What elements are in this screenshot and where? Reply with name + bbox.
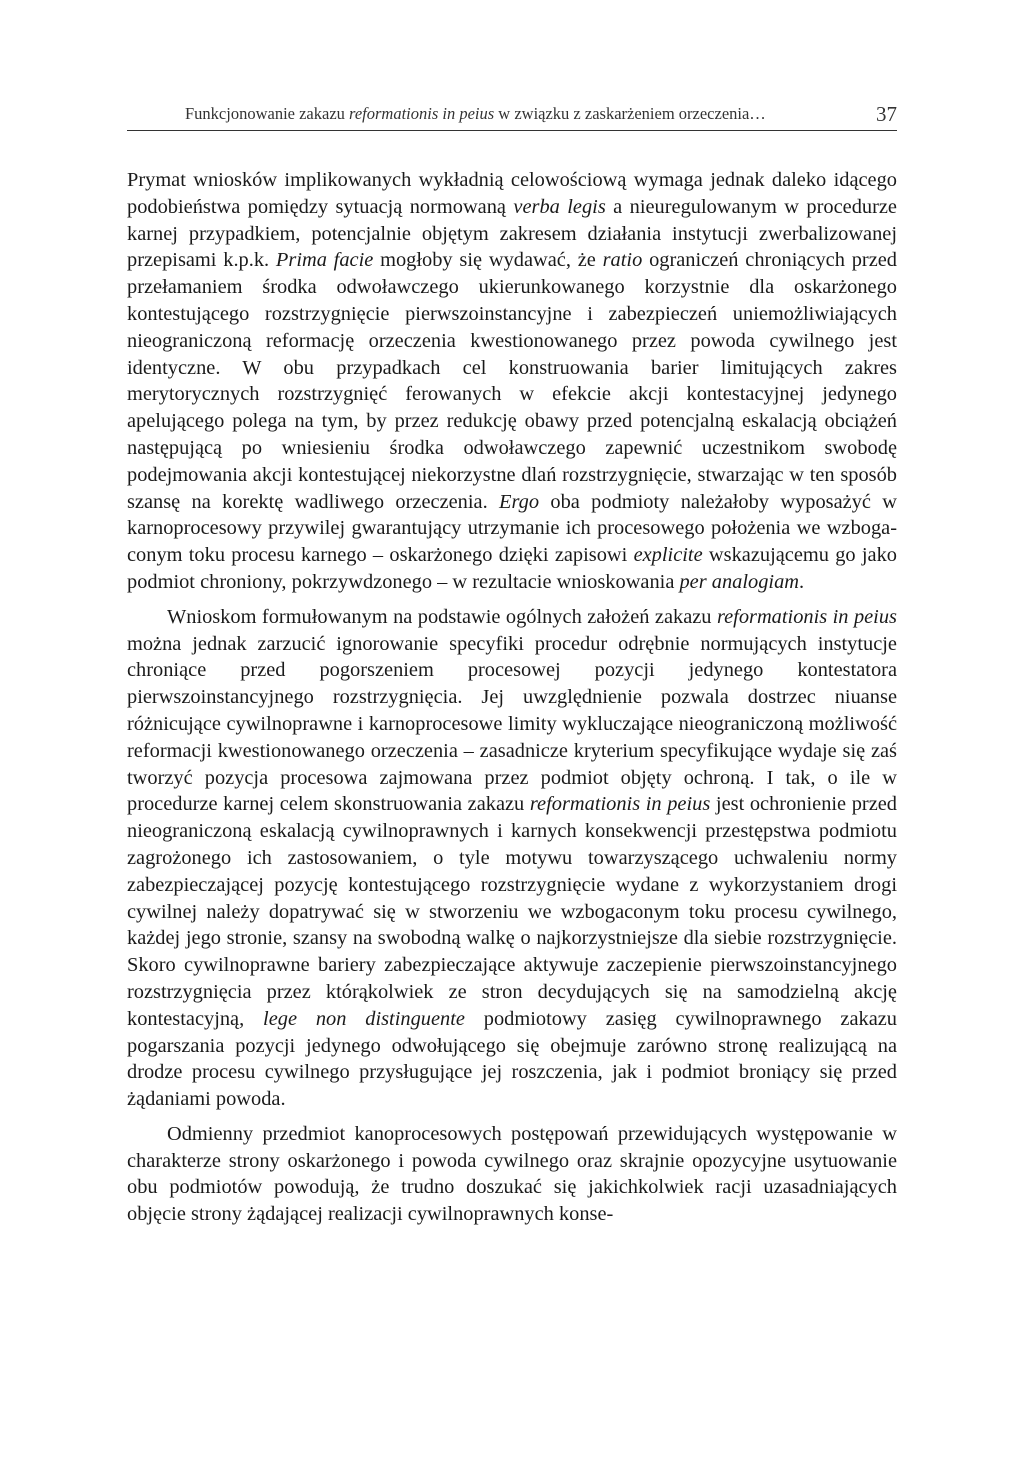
italic-phrase: Prima facie — [275, 249, 374, 272]
text-run: a nieuregulowanym w procedurze karnej przypadkiem, potencjalnie objętym zakresem działania instytucji zwerbalizowanej przepisami k.p.k. — [127, 195, 897, 272]
italic-phrase: reformationis in peius — [716, 605, 897, 628]
running-head — [127, 98, 897, 131]
text-run: można jednak zarzucić ignorowanie specyfiki procedur odrębnie normujących instytucje chroniące przed pogorszeniem procesowej pozycji jedynego kontestatora pierwszoinstancyjnego rozstrzygnięcia. Jej uwzględnienie pozwala dostrzec niuanse różnicujące cywilnoprawne i karnoprocesowe limity wykluczające nieograniczoną możliwość reformacji kwestionowanego orzeczenia – zasadnicze kryterium specyfikujące wydaje się zaś tworzyć pozycja procesowa zajmowana przez podmiot objęty ochroną. I tak, o ile w procedurze karnej celem skonstruowania zakazu — [127, 632, 897, 816]
italic-phrase: explicite — [633, 544, 703, 567]
italic-phrase: Ergo — [499, 490, 540, 513]
text-run: ograniczeń chroniących przed przełamaniem środka odwoławczego ukierunkowanego korzystnie dla oskarżonego kontestującego rozstrzygnięcie pierwszoinstancyjne i zabezpieczeń uniemożliwiających nieograniczoną reformację orzeczenia kwestionowanego przez powoda cywilnego jest identyczne. W obu przypadkach cel konstruowania barier limitujących zakres merytorycznych rozstrzygnięć ferowanych w efekcie akcji kontestacyjnej jedynego apelującego polega na tym, by przez redukcję obawy przed potencjalną eskalacją obciążeń następującą po wniesieniu środka odwoławczego zapewnić uczestnikom swobodę podejmowania akcji kontestującej niekorzystne dlań rozstrzygnięcie, stwarzając w ten sposób szansę na korektę wadliwego orzeczenia. — [127, 249, 897, 513]
text-run: wskazującemu go jako podmiot chroniony, pokrzywdzonego – w rezultacie wnioskowania — [127, 544, 897, 593]
italic-phrase: ratio — [602, 249, 643, 272]
text-run: Odmienny przedmiot kanoprocesowych postępowań przewidujących występowanie w charakterze strony oskarżonego i powoda cywilnego oraz skrajnie opozycyjne usytuowanie obu podmiotów powodują, że trudno doszukać się jakichkolwiek racji uzasadniających objęcie strony żądającej realizacji cywilnoprawnych konse- — [127, 1122, 897, 1226]
running-head-part-1: Funkcjonowanie zakazu — [185, 104, 350, 123]
text-run: oba podmioty należałoby wyposażyć w karnoprocesowy przywilej gwarantujący utrzymanie ich procesowego położenia we wzbogaconym toku procesu karnego – oskarżonego dzięki zapisowi — [127, 490, 898, 567]
text-run: jest ochronienie przed nieograniczoną eskalacją cywilnoprawnych i karnych konsekwencji przestępstwa podmiotu zagrożonego ich zastosowaniem, o tyle motywu towarzyszącego uchwaleniu normy zabezpieczającej pozycję kontestującego rozstrzygnięcie wydane z wykorzystaniem drogi cywilnej należy dopatrywać się w stworzeniu we wzbogaconym toku procesu cywilnego, każdej jego stronie, szansy na swobodną walkę o najkorzystniejsze dla siebie rozstrzygnięcie. Skoro cywilnoprawne bariery zabezpieczające aktywuje zaczepienie pierwszoinstancyjnego rozstrzygnięcia przez którąkolwiek ze stron decydujących się na samodzielną akcję kontestacyjną, — [127, 793, 898, 1030]
running-head-part-2: w związku z zaskarżeniem orzeczenia… — [494, 104, 766, 123]
italic-phrase: reformationis in peius — [529, 793, 711, 816]
running-head-italic: reformationis in peius — [349, 104, 495, 123]
text-run: podmiotowy zasięg cywilnoprawnego zakazu pogarszania pozycji jedynego odwołującego się obejmuje zarówno stronę realizującą na drodze procesu cywilnego przysługujące jej roszczenia, jak i podmiot broniący się przed żądaniami powoda. — [127, 1007, 897, 1111]
italic-phrase: per analogiam — [679, 570, 799, 593]
body-text — [127, 167, 897, 1228]
italic-phrase: verba legis — [513, 195, 606, 218]
paragraph — [127, 167, 897, 596]
paragraph — [127, 604, 897, 1113]
document-page — [127, 98, 897, 1228]
running-head-title — [185, 98, 766, 130]
page-number: 37 — [876, 102, 897, 126]
text-run: Wnioskom formułowanym na podstawie ogólnych założeń zakazu — [167, 605, 717, 628]
text-run: Prymat wniosków implikowanych wykładnią celowościową wymaga jednak daleko idącego podobieństwa pomiędzy sytuacją normowaną — [127, 169, 897, 218]
text-run: . — [799, 570, 805, 593]
text-run: mogłoby się wydawać, że — [373, 249, 603, 272]
italic-phrase: lege non distinguente — [263, 1007, 465, 1030]
paragraph — [127, 1121, 897, 1228]
